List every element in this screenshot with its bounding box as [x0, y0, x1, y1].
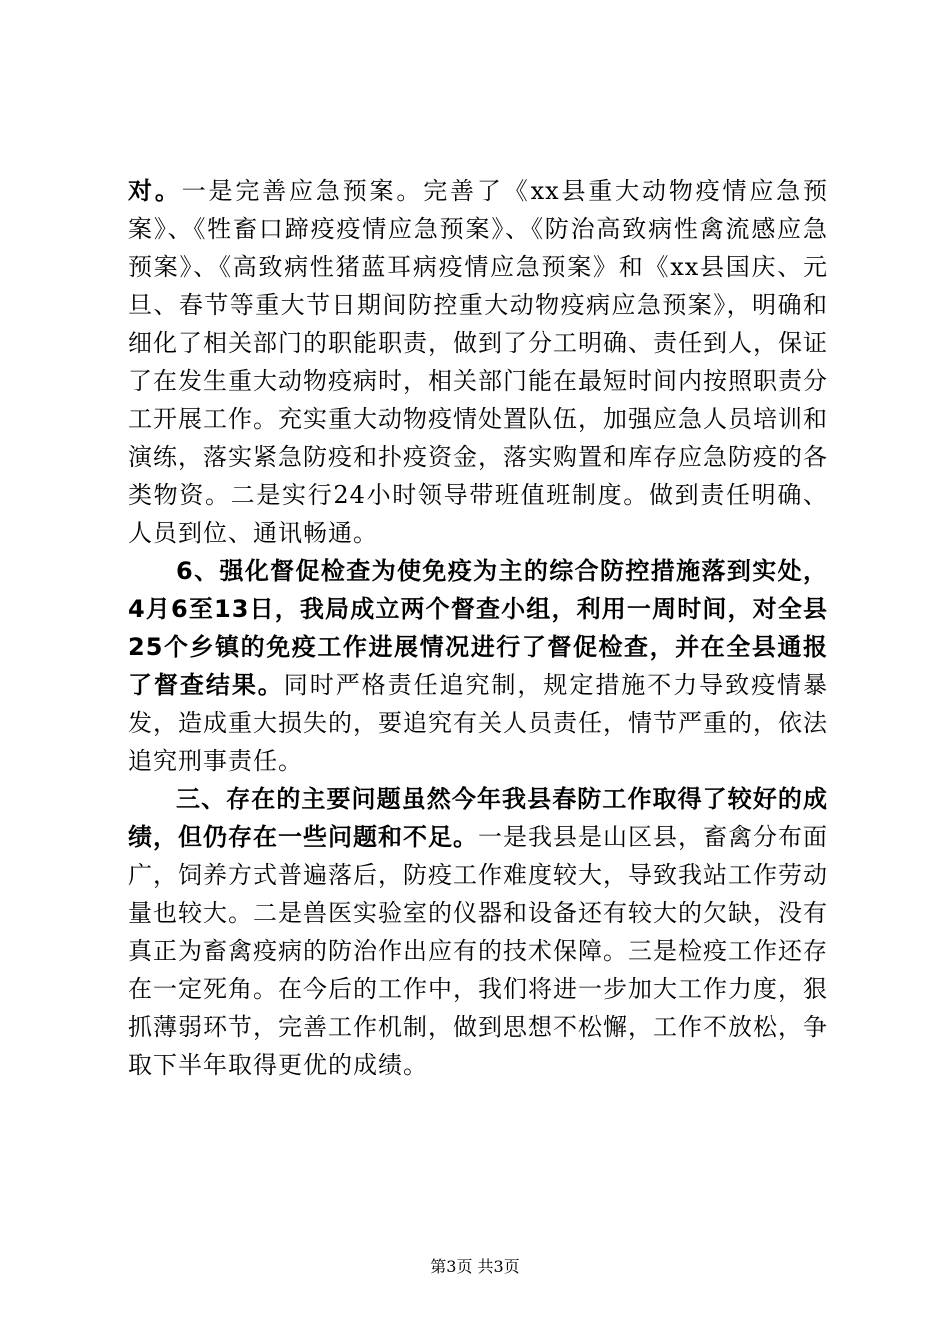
paragraph-supervision	[128, 552, 828, 780]
paragraph-lead: 对。	[128, 177, 182, 205]
paragraph-problems	[128, 780, 828, 1084]
paragraph-lead: 6、强化督促检查为使免疫为主的综合防控措施落到实处，4月6至13日，我局成立两个督查小组，利用一周时间，对全县25个乡镇的免疫工作进展情况进行了督促检查，并在全县通报了督查结果。	[128, 557, 828, 699]
page-footer: 第3页 共3页	[430, 1257, 520, 1276]
paragraph-emergency-plans	[128, 172, 828, 552]
paragraph-lead: 三、存在的主要问题虽然今年我县春防工作取得了较好的成绩，但仍存在一些问题和不足。	[128, 785, 828, 851]
paragraph-text: 一是我县是山区县，畜禽分布面广，饲养方式普遍落后，防疫工作难度较大，导致我站工作劳动量也较大。二是兽医实验室的仪器和设备还有较大的欠缺，没有真正为畜禽疫病的防治作出应有的技术保障。三是检疫工作还存在一定死角。在今后的工作中，我们将进一步加大工作力度，狠抓薄弱环节，完善工作机制，做到思想不松懈，工作不放松，争取下半年取得更优的成绩。	[128, 823, 828, 1079]
document-body	[128, 172, 828, 1084]
paragraph-text: 一是完善应急预案。完善了《xx县重大动物疫情应急预案》、《牲畜口蹄疫疫情应急预案》、《防治高致病性禽流感应急预案》、《高致病性猪蓝耳病疫情应急预案》和《xx县国庆、元旦、春节等重大节日期间防控重大动物疫病应急预案》，明确和细化了相关部门的职能职责，做到了分工明确、责任到人，保证了在发生重大动物疫病时，相关部门能在最短时间内按照职责分工开展工作。充实重大动物疫情处置队伍，加强应急人员培训和演练，落实紧急防疫和扑疫资金，落实购置和库存应急防疫的各类物资。二是实行24小时领导带班值班制度。做到责任明确、人员到位、通讯畅通。	[128, 177, 829, 547]
paragraph-text: 同时严格责任追究制，规定措施不力导致疫情暴发，造成重大损失的，要追究有关人员责任，情节严重的，依法追究刑事责任。	[128, 671, 829, 775]
